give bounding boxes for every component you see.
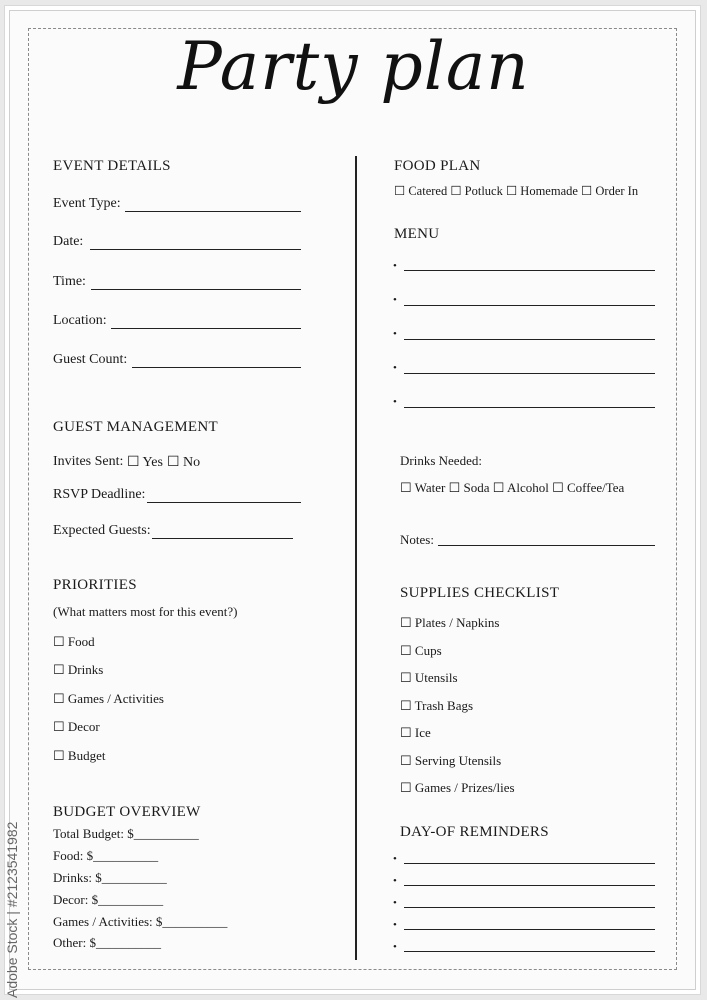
supply-ice-checkbox[interactable]: ☐ Ice [400,725,431,740]
guest-count-line[interactable] [132,367,301,368]
menu-line-4[interactable] [404,373,655,374]
reminder-line-5[interactable] [404,951,655,952]
event-details-heading: EVENT DETAILS [53,158,171,174]
notes-line[interactable] [438,545,655,546]
invites-yes-checkbox[interactable]: ☐ Yes [127,455,163,470]
supply-plates-checkbox[interactable]: ☐ Plates / Napkins [400,615,500,630]
menu-line-1[interactable] [404,270,655,271]
budget-other-field[interactable]: Other: $__________ [53,935,161,950]
priority-drinks-checkbox[interactable]: ☐ Drinks [53,662,104,677]
menu-bullet-5: • [393,396,397,408]
supply-utensils-checkbox[interactable]: ☐ Utensils [400,670,458,685]
supply-games-prizes-checkbox[interactable]: ☐ Games / Prizes/lies [400,780,515,795]
reminder-bullet-5: • [393,941,397,953]
menu-line-2[interactable] [404,305,655,306]
date-line[interactable] [90,249,301,250]
watermark-text: Adobe Stock | #2123541982 [4,821,20,998]
priorities-heading: PRIORITIES [53,577,137,593]
event-type-label: Event Type: [53,196,121,211]
food-plan-options[interactable]: ☐ Catered ☐ Potluck ☐ Homemade ☐ Order In [394,184,639,198]
watermark-strip [4,758,22,998]
supply-trash-bags-checkbox[interactable]: ☐ Trash Bags [400,698,474,713]
rsvp-deadline-label: RSVP Deadline: [53,487,146,502]
column-divider [355,156,357,960]
reminder-bullet-2: • [393,875,397,887]
location-label: Location: [53,313,107,328]
time-line[interactable] [91,289,301,290]
reminder-bullet-4: • [393,919,397,931]
reminder-line-3[interactable] [404,907,655,908]
supply-serving-utensils-checkbox[interactable]: ☐ Serving Utensils [400,753,502,768]
page-title: Party plan [177,28,530,105]
budget-games-field[interactable]: Games / Activities: $__________ [53,914,228,929]
drinks-options[interactable]: ☐ Water ☐ Soda ☐ Alcohol ☐ Coffee/Tea [400,480,625,495]
reminder-line-4[interactable] [404,929,655,930]
reminder-line-2[interactable] [404,885,655,886]
menu-bullet-4: • [393,362,397,374]
food-plan-heading: FOOD PLAN [394,158,481,174]
time-label: Time: [53,274,86,289]
reminder-bullet-3: • [393,897,397,909]
expected-guests-line[interactable] [152,538,293,539]
reminder-line-1[interactable] [404,863,655,864]
drinks-needed-label: Drinks Needed: [400,453,482,468]
supplies-checklist-heading: SUPPLIES CHECKLIST [400,585,560,601]
invites-sent-label: Invites Sent: [53,454,124,469]
event-type-line[interactable] [125,211,301,212]
menu-bullet-2: • [393,294,397,306]
guest-management-heading: GUEST MANAGEMENT [53,419,218,435]
menu-line-5[interactable] [404,407,655,408]
priority-decor-checkbox[interactable]: ☐ Decor [53,719,100,734]
expected-guests-label: Expected Guests: [53,523,151,538]
budget-total-field[interactable]: Total Budget: $__________ [53,826,199,841]
guest-count-label: Guest Count: [53,352,128,367]
priority-food-checkbox[interactable]: ☐ Food [53,634,95,649]
priority-games-checkbox[interactable]: ☐ Games / Activities [53,691,164,706]
budget-overview-heading: BUDGET OVERVIEW [53,804,201,820]
budget-decor-field[interactable]: Decor: $__________ [53,892,164,907]
menu-line-3[interactable] [404,339,655,340]
menu-heading: MENU [394,226,440,242]
day-of-reminders-heading: DAY-OF REMINDERS [400,824,549,840]
priority-budget-checkbox[interactable]: ☐ Budget [53,748,106,763]
menu-bullet-3: • [393,328,397,340]
budget-food-field[interactable]: Food: $__________ [53,848,159,863]
invites-no-checkbox[interactable]: ☐ No [167,455,201,470]
reminder-bullet-1: • [393,853,397,865]
rsvp-deadline-line[interactable] [147,502,301,503]
priorities-subtitle: (What matters most for this event?) [53,604,238,619]
location-line[interactable] [111,328,301,329]
date-label: Date: [53,234,84,249]
menu-bullet-1: • [393,260,397,272]
notes-label: Notes: [400,532,434,547]
budget-drinks-field[interactable]: Drinks: $__________ [53,870,167,885]
supply-cups-checkbox[interactable]: ☐ Cups [400,643,442,658]
